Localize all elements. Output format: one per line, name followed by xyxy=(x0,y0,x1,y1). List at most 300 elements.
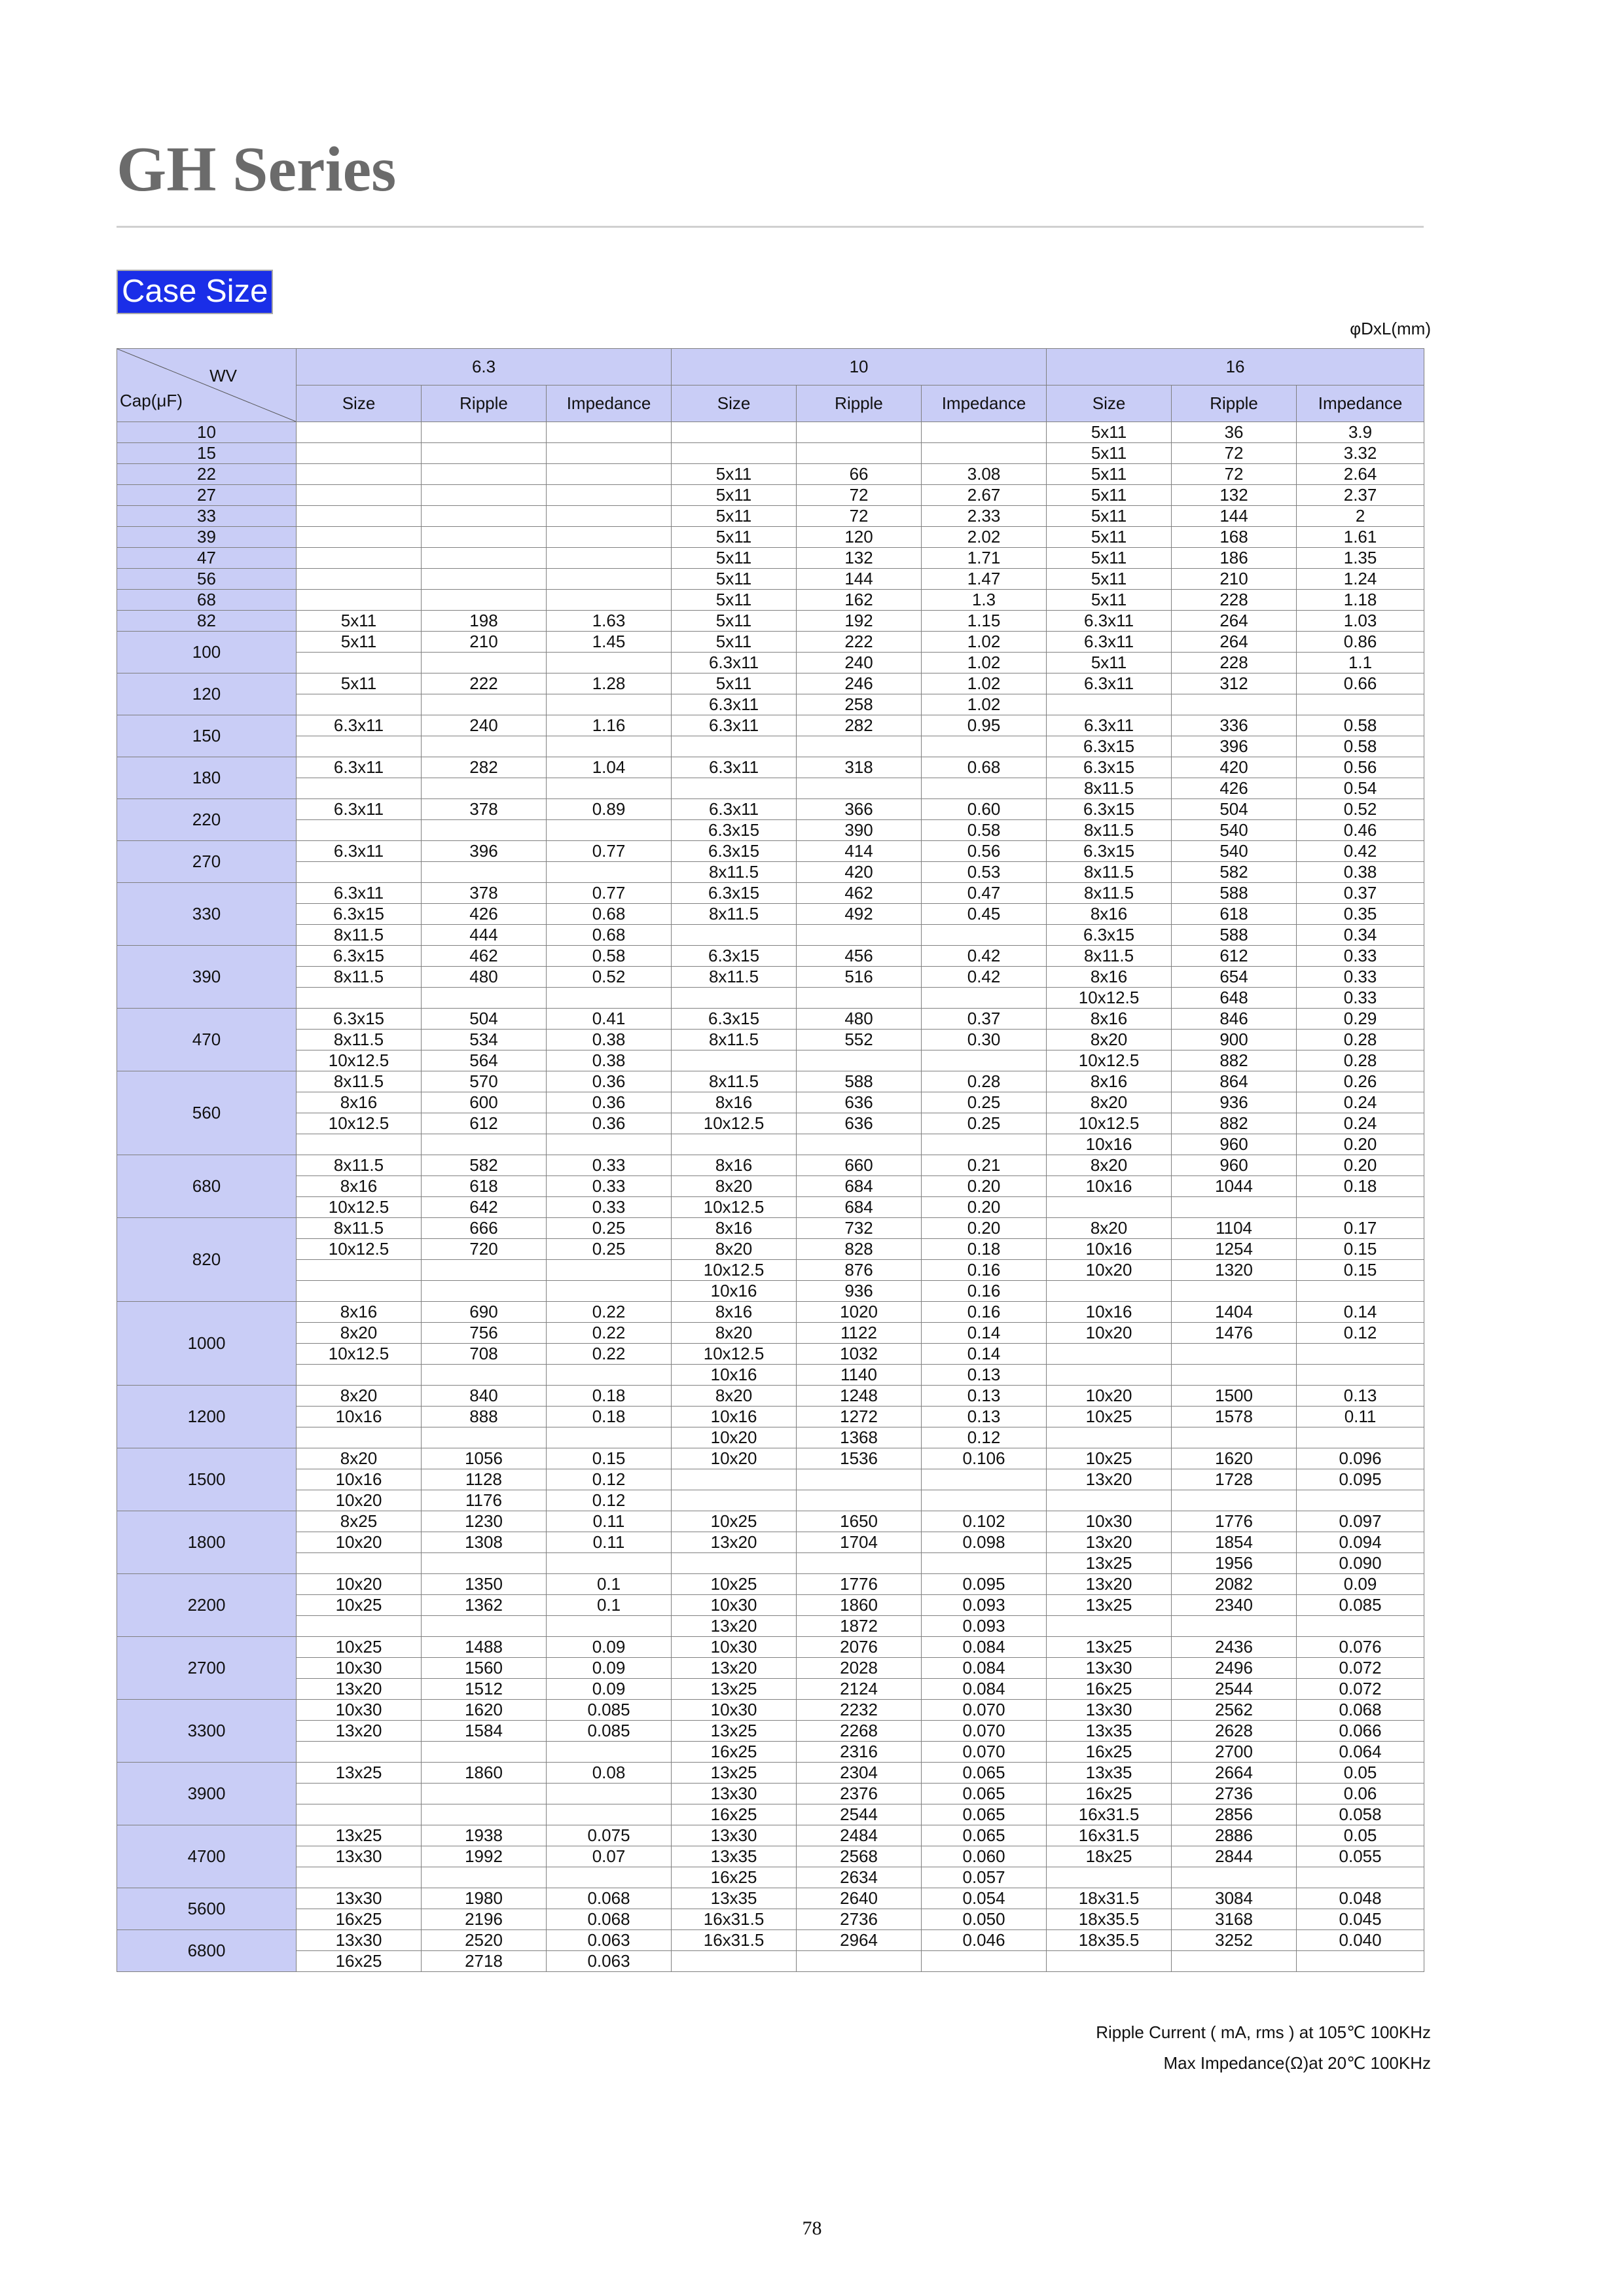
table-row xyxy=(117,1679,1424,1700)
ripple-cell: 1728 xyxy=(1172,1469,1297,1490)
size-cell: 5x11 xyxy=(672,485,797,506)
ripple-cell: 1650 xyxy=(797,1511,922,1532)
size-cell: 8x20 xyxy=(297,1323,422,1344)
impedance-cell: 0.05 xyxy=(1297,1763,1424,1784)
impedance-cell xyxy=(1297,1365,1424,1386)
size-cell: 5x11 xyxy=(672,527,797,548)
ripple-cell: 2628 xyxy=(1172,1721,1297,1742)
col-header-ripple: Ripple xyxy=(422,386,547,422)
ripple-cell: 72 xyxy=(1172,464,1297,485)
impedance-cell: 0.36 xyxy=(547,1113,672,1134)
size-cell: 8x25 xyxy=(297,1511,422,1532)
size-cell: 8x11.5 xyxy=(1047,862,1172,883)
table-row xyxy=(117,1951,1424,1972)
size-cell: 8x11.5 xyxy=(297,1155,422,1176)
ripple-cell: 2640 xyxy=(797,1888,922,1909)
ripple-cell: 390 xyxy=(797,820,922,841)
size-cell: 6.3x15 xyxy=(672,820,797,841)
size-cell: 10x20 xyxy=(1047,1386,1172,1407)
col-header-size: Size xyxy=(672,386,797,422)
impedance-cell: 0.33 xyxy=(1297,988,1424,1009)
ripple-cell: 540 xyxy=(1172,841,1297,862)
ripple-cell xyxy=(797,1469,922,1490)
impedance-cell xyxy=(547,1134,672,1155)
ripple-cell: 1992 xyxy=(422,1846,547,1867)
impedance-cell: 0.58 xyxy=(547,946,672,967)
impedance-cell: 0.054 xyxy=(922,1888,1047,1909)
size-cell: 5x11 xyxy=(672,569,797,590)
impedance-cell: 1.35 xyxy=(1297,548,1424,569)
size-cell xyxy=(297,443,422,464)
size-cell: 6.3x15 xyxy=(672,883,797,904)
table-row xyxy=(117,1134,1424,1155)
impedance-cell xyxy=(922,443,1047,464)
size-cell: 10x12.5 xyxy=(297,1113,422,1134)
impedance-cell: 0.096 xyxy=(1297,1448,1424,1469)
impedance-cell xyxy=(547,1867,672,1888)
impedance-cell: 0.070 xyxy=(922,1721,1047,1742)
impedance-cell: 1.61 xyxy=(1297,527,1424,548)
ripple-cell: 2718 xyxy=(422,1951,547,1972)
impedance-cell xyxy=(1297,1197,1424,1218)
ripple-cell: 636 xyxy=(797,1113,922,1134)
impedance-cell: 0.076 xyxy=(1297,1637,1424,1658)
table-row xyxy=(117,1909,1424,1930)
ripple-cell: 618 xyxy=(422,1176,547,1197)
impedance-cell: 0.33 xyxy=(1297,967,1424,988)
size-cell xyxy=(672,988,797,1009)
impedance-cell: 0.77 xyxy=(547,883,672,904)
size-cell: 10x16 xyxy=(1047,1134,1172,1155)
ripple-cell xyxy=(422,1427,547,1448)
impedance-cell: 0.13 xyxy=(922,1386,1047,1407)
size-cell: 13x20 xyxy=(672,1616,797,1637)
table-row xyxy=(117,1742,1424,1763)
capacitance-cell: 390 xyxy=(117,946,297,1009)
capacitance-cell: 15 xyxy=(117,443,297,464)
size-cell xyxy=(297,1804,422,1825)
impedance-cell: 0.38 xyxy=(547,1050,672,1071)
impedance-cell: 0.35 xyxy=(1297,904,1424,925)
ripple-cell: 1230 xyxy=(422,1511,547,1532)
impedance-cell xyxy=(1297,1490,1424,1511)
size-cell: 13x20 xyxy=(1047,1532,1172,1553)
ripple-cell: 318 xyxy=(797,757,922,778)
ripple-cell: 420 xyxy=(797,862,922,883)
size-cell: 8x11.5 xyxy=(672,862,797,883)
impedance-cell: 0.057 xyxy=(922,1867,1047,1888)
size-cell: 5x11 xyxy=(672,590,797,611)
ripple-cell: 2544 xyxy=(797,1804,922,1825)
ripple-cell xyxy=(797,443,922,464)
table-row xyxy=(117,548,1424,569)
table-row xyxy=(117,1658,1424,1679)
impedance-cell: 0.09 xyxy=(1297,1574,1424,1595)
impedance-cell: 0.25 xyxy=(922,1113,1047,1134)
ripple-cell: 864 xyxy=(1172,1071,1297,1092)
impedance-cell: 0.065 xyxy=(922,1804,1047,1825)
impedance-cell: 0.046 xyxy=(922,1930,1047,1951)
ripple-cell: 210 xyxy=(1172,569,1297,590)
size-cell: 13x25 xyxy=(1047,1637,1172,1658)
capacitance-cell: 1200 xyxy=(117,1386,297,1448)
impedance-cell: 1.18 xyxy=(1297,590,1424,611)
ripple-cell: 720 xyxy=(422,1239,547,1260)
ripple-cell: 1956 xyxy=(1172,1553,1297,1574)
impedance-cell: 0.37 xyxy=(922,1009,1047,1030)
size-cell: 13x25 xyxy=(1047,1553,1172,1574)
impedance-cell: 0.084 xyxy=(922,1679,1047,1700)
size-cell: 8x11.5 xyxy=(297,1071,422,1092)
impedance-cell: 0.084 xyxy=(922,1637,1047,1658)
capacitance-cell: 100 xyxy=(117,632,297,673)
capacitance-cell: 4700 xyxy=(117,1825,297,1888)
ripple-cell: 2856 xyxy=(1172,1804,1297,1825)
impedance-cell: 0.07 xyxy=(547,1846,672,1867)
impedance-cell: 0.058 xyxy=(1297,1804,1424,1825)
size-cell xyxy=(672,1951,797,1972)
ripple-cell xyxy=(422,548,547,569)
ripple-cell xyxy=(1172,1616,1297,1637)
size-cell: 13x30 xyxy=(672,1825,797,1846)
impedance-cell: 3.32 xyxy=(1297,443,1424,464)
impedance-cell: 0.22 xyxy=(547,1302,672,1323)
size-cell: 5x11 xyxy=(1047,527,1172,548)
table-row xyxy=(117,611,1424,632)
ripple-cell: 504 xyxy=(422,1009,547,1030)
table-row xyxy=(117,1616,1424,1637)
wv-label: WV xyxy=(209,366,237,386)
ripple-cell: 480 xyxy=(797,1009,922,1030)
capacitance-cell: 56 xyxy=(117,569,297,590)
size-cell: 16x31.5 xyxy=(672,1909,797,1930)
size-cell xyxy=(1047,1344,1172,1365)
ripple-cell: 2736 xyxy=(797,1909,922,1930)
col-header-ripple: Ripple xyxy=(797,386,922,422)
ripple-cell: 144 xyxy=(797,569,922,590)
size-cell xyxy=(297,464,422,485)
table-row xyxy=(117,1469,1424,1490)
impedance-cell: 0.11 xyxy=(547,1532,672,1553)
ripple-cell: 1350 xyxy=(422,1574,547,1595)
capacitance-cell: 39 xyxy=(117,527,297,548)
size-cell xyxy=(297,1867,422,1888)
ripple-cell: 1140 xyxy=(797,1365,922,1386)
ripple-cell xyxy=(422,464,547,485)
ripple-cell xyxy=(422,736,547,757)
size-cell: 10x16 xyxy=(297,1407,422,1427)
ripple-cell xyxy=(1172,1197,1297,1218)
capacitance-cell: 270 xyxy=(117,841,297,883)
ripple-cell: 876 xyxy=(797,1260,922,1281)
size-cell: 16x25 xyxy=(672,1742,797,1763)
impedance-cell: 0.26 xyxy=(1297,1071,1424,1092)
impedance-cell: 0.20 xyxy=(922,1218,1047,1239)
impedance-cell: 0.25 xyxy=(922,1092,1047,1113)
size-cell: 5x11 xyxy=(672,464,797,485)
impedance-cell: 0.085 xyxy=(1297,1595,1424,1616)
size-cell: 6.3x11 xyxy=(672,694,797,715)
ripple-cell: 2562 xyxy=(1172,1700,1297,1721)
ripple-cell: 2124 xyxy=(797,1679,922,1700)
impedance-cell: 0.070 xyxy=(922,1700,1047,1721)
impedance-cell: 0.08 xyxy=(547,1763,672,1784)
ripple-cell: 1476 xyxy=(1172,1323,1297,1344)
size-cell: 13x25 xyxy=(672,1679,797,1700)
table-row xyxy=(117,1239,1424,1260)
size-cell xyxy=(297,548,422,569)
size-cell: 10x30 xyxy=(672,1595,797,1616)
table-row xyxy=(117,1867,1424,1888)
impedance-cell: 0.055 xyxy=(1297,1846,1424,1867)
impedance-cell xyxy=(547,443,672,464)
ripple-cell: 540 xyxy=(1172,820,1297,841)
size-cell: 5x11 xyxy=(672,506,797,527)
ripple-cell: 642 xyxy=(422,1197,547,1218)
size-cell xyxy=(297,1134,422,1155)
size-cell: 16x25 xyxy=(672,1867,797,1888)
capacitance-cell: 2200 xyxy=(117,1574,297,1637)
impedance-cell: 0.28 xyxy=(922,1071,1047,1092)
impedance-cell xyxy=(547,1784,672,1804)
impedance-cell: 0.77 xyxy=(547,841,672,862)
impedance-cell: 0.045 xyxy=(1297,1909,1424,1930)
size-cell: 10x12.5 xyxy=(672,1113,797,1134)
size-cell: 8x16 xyxy=(1047,904,1172,925)
table-row xyxy=(117,1721,1424,1742)
table-row xyxy=(117,1050,1424,1071)
ripple-cell xyxy=(422,422,547,443)
size-cell: 13x25 xyxy=(1047,1595,1172,1616)
impedance-cell xyxy=(547,422,672,443)
ripple-cell: 72 xyxy=(797,485,922,506)
impedance-cell: 0.095 xyxy=(1297,1469,1424,1490)
capacitance-cell: 180 xyxy=(117,757,297,799)
col-header-impedance: Impedance xyxy=(547,386,672,422)
impedance-cell: 2.67 xyxy=(922,485,1047,506)
table-row xyxy=(117,1511,1424,1532)
size-cell xyxy=(297,1553,422,1574)
impedance-cell: 0.12 xyxy=(547,1469,672,1490)
size-cell: 8x16 xyxy=(297,1302,422,1323)
size-cell xyxy=(297,862,422,883)
impedance-cell: 0.18 xyxy=(922,1239,1047,1260)
size-cell: 10x12.5 xyxy=(297,1197,422,1218)
impedance-cell: 0.52 xyxy=(547,967,672,988)
ripple-cell: 2568 xyxy=(797,1846,922,1867)
impedance-cell: 0.09 xyxy=(547,1658,672,1679)
ripple-cell: 2082 xyxy=(1172,1574,1297,1595)
ripple-cell: 282 xyxy=(422,757,547,778)
ripple-cell xyxy=(422,1260,547,1281)
ripple-cell: 1368 xyxy=(797,1427,922,1448)
size-cell xyxy=(1047,1365,1172,1386)
size-cell: 6.3x11 xyxy=(672,653,797,673)
max-impedance-note: Max Impedance(Ω)at 20℃ 100KHz xyxy=(1163,2053,1431,2073)
impedance-cell: 3.08 xyxy=(922,464,1047,485)
size-cell: 8x20 xyxy=(1047,1218,1172,1239)
impedance-cell xyxy=(1297,1951,1424,1972)
ripple-cell xyxy=(422,1553,547,1574)
size-cell: 6.3x15 xyxy=(1047,925,1172,946)
capacitance-cell: 33 xyxy=(117,506,297,527)
impedance-cell: 0.102 xyxy=(922,1511,1047,1532)
size-cell: 8x16 xyxy=(297,1092,422,1113)
ripple-cell: 162 xyxy=(797,590,922,611)
ripple-cell xyxy=(797,422,922,443)
size-cell: 13x25 xyxy=(297,1763,422,1784)
impedance-cell xyxy=(922,1469,1047,1490)
impedance-cell: 0.093 xyxy=(922,1595,1047,1616)
ripple-cell: 2196 xyxy=(422,1909,547,1930)
size-cell xyxy=(672,925,797,946)
impedance-cell xyxy=(547,694,672,715)
ripple-cell: 534 xyxy=(422,1030,547,1050)
ripple-cell xyxy=(797,1134,922,1155)
impedance-cell xyxy=(1297,1867,1424,1888)
impedance-cell xyxy=(547,464,672,485)
size-cell: 10x16 xyxy=(1047,1176,1172,1197)
size-cell: 10x30 xyxy=(1047,1511,1172,1532)
ripple-cell xyxy=(422,569,547,590)
impedance-cell xyxy=(547,778,672,799)
table-row xyxy=(117,1532,1424,1553)
ripple-cell: 192 xyxy=(797,611,922,632)
ripple-cell: 708 xyxy=(422,1344,547,1365)
table-row xyxy=(117,1344,1424,1365)
ripple-cell: 2664 xyxy=(1172,1763,1297,1784)
size-cell: 13x20 xyxy=(1047,1469,1172,1490)
size-cell: 13x25 xyxy=(672,1721,797,1742)
ripple-cell xyxy=(422,443,547,464)
impedance-cell: 0.58 xyxy=(922,820,1047,841)
size-cell: 8x20 xyxy=(1047,1155,1172,1176)
capacitance-cell: 1500 xyxy=(117,1448,297,1511)
size-cell xyxy=(297,988,422,1009)
impedance-cell: 0.18 xyxy=(547,1407,672,1427)
impedance-cell: 0.13 xyxy=(922,1365,1047,1386)
ripple-cell: 414 xyxy=(797,841,922,862)
ripple-cell: 504 xyxy=(1172,799,1297,820)
ripple-cell: 426 xyxy=(1172,778,1297,799)
size-cell xyxy=(297,422,422,443)
ripple-cell xyxy=(797,925,922,946)
ripple-cell: 1122 xyxy=(797,1323,922,1344)
table-row xyxy=(117,1448,1424,1469)
ripple-cell: 588 xyxy=(1172,925,1297,946)
size-cell xyxy=(1047,1616,1172,1637)
ripple-cell: 264 xyxy=(1172,611,1297,632)
ripple-cell: 222 xyxy=(422,673,547,694)
impedance-cell: 0.13 xyxy=(1297,1386,1424,1407)
size-cell: 16x25 xyxy=(1047,1679,1172,1700)
impedance-cell: 0.38 xyxy=(1297,862,1424,883)
size-cell: 10x20 xyxy=(297,1532,422,1553)
ripple-cell xyxy=(422,1804,547,1825)
size-cell: 10x12.5 xyxy=(672,1260,797,1281)
table-row xyxy=(117,1386,1424,1407)
ripple-cell: 960 xyxy=(1172,1155,1297,1176)
table-row xyxy=(117,715,1424,736)
ripple-cell: 462 xyxy=(422,946,547,967)
size-cell xyxy=(297,1742,422,1763)
table-row xyxy=(117,1784,1424,1804)
size-cell: 10x12.5 xyxy=(672,1344,797,1365)
impedance-cell xyxy=(922,1050,1047,1071)
ripple-cell: 1584 xyxy=(422,1721,547,1742)
impedance-cell: 0.42 xyxy=(922,946,1047,967)
ripple-cell: 168 xyxy=(1172,527,1297,548)
ripple-cell xyxy=(422,1784,547,1804)
ripple-cell xyxy=(422,694,547,715)
impedance-cell: 0.20 xyxy=(922,1176,1047,1197)
size-cell: 8x20 xyxy=(672,1386,797,1407)
size-cell xyxy=(297,736,422,757)
page-title: GH Series xyxy=(117,134,397,205)
ripple-cell xyxy=(1172,1281,1297,1302)
ripple-cell: 882 xyxy=(1172,1113,1297,1134)
table-row xyxy=(117,967,1424,988)
table-row xyxy=(117,1574,1424,1595)
impedance-cell: 0.53 xyxy=(922,862,1047,883)
size-cell xyxy=(297,485,422,506)
size-cell: 18x25 xyxy=(1047,1846,1172,1867)
ripple-cell xyxy=(797,1553,922,1574)
impedance-cell: 0.065 xyxy=(922,1784,1047,1804)
size-cell: 8x20 xyxy=(672,1176,797,1197)
size-cell: 8x16 xyxy=(672,1155,797,1176)
size-cell xyxy=(672,778,797,799)
impedance-cell: 0.41 xyxy=(547,1009,672,1030)
size-cell xyxy=(297,590,422,611)
size-cell xyxy=(297,527,422,548)
ripple-cell: 936 xyxy=(797,1281,922,1302)
impedance-cell xyxy=(922,1951,1047,1972)
ripple-cell xyxy=(422,820,547,841)
size-cell: 13x35 xyxy=(1047,1721,1172,1742)
table-row xyxy=(117,1930,1424,1951)
impedance-cell: 0.24 xyxy=(1297,1113,1424,1134)
impedance-cell xyxy=(547,653,672,673)
size-cell: 6.3x15 xyxy=(1047,799,1172,820)
impedance-cell xyxy=(922,925,1047,946)
table-row xyxy=(117,1700,1424,1721)
impedance-cell xyxy=(922,422,1047,443)
ripple-cell: 1776 xyxy=(1172,1511,1297,1532)
ripple-cell: 480 xyxy=(422,967,547,988)
impedance-cell xyxy=(1297,694,1424,715)
impedance-cell xyxy=(547,569,672,590)
ripple-cell: 1044 xyxy=(1172,1176,1297,1197)
size-cell: 6.3x11 xyxy=(672,799,797,820)
size-cell xyxy=(297,694,422,715)
impedance-cell: 0.24 xyxy=(1297,1092,1424,1113)
ripple-cell: 1620 xyxy=(422,1700,547,1721)
ripple-cell xyxy=(422,988,547,1009)
size-cell: 6.3x11 xyxy=(297,799,422,820)
size-cell: 18x35.5 xyxy=(1047,1930,1172,1951)
impedance-cell: 0.065 xyxy=(922,1825,1047,1846)
ripple-cell: 240 xyxy=(797,653,922,673)
impedance-cell: 0.29 xyxy=(1297,1009,1424,1030)
ripple-cell: 1104 xyxy=(1172,1218,1297,1239)
impedance-cell: 0.15 xyxy=(1297,1239,1424,1260)
ripple-cell xyxy=(797,1490,922,1511)
impedance-cell xyxy=(547,1365,672,1386)
impedance-cell: 0.093 xyxy=(922,1616,1047,1637)
size-cell: 6.3x15 xyxy=(672,1009,797,1030)
ripple-cell: 1272 xyxy=(797,1407,922,1427)
